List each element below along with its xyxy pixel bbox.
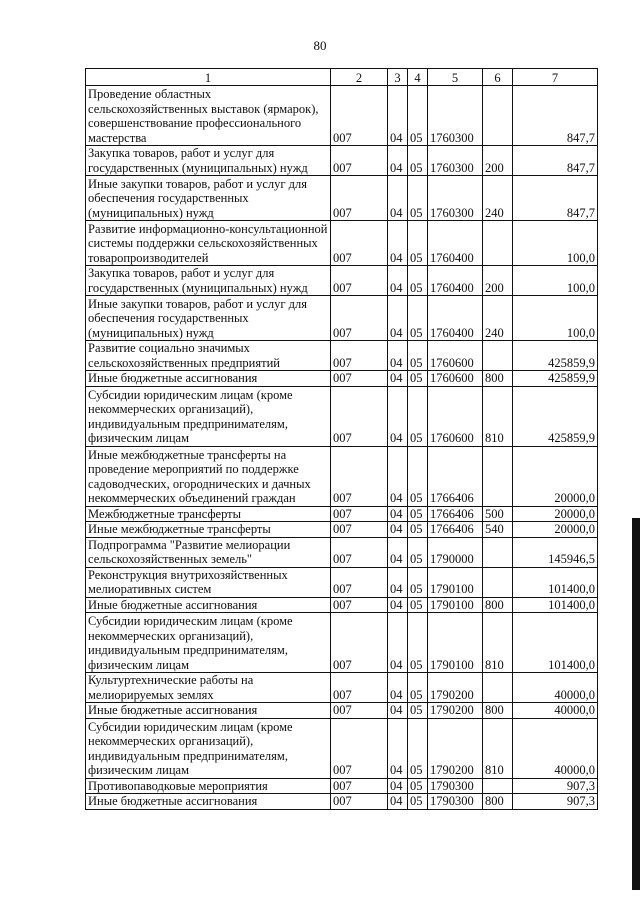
row-name: Подпрограмма "Развитие мелиорации сельскохозяйственных земель"	[86, 537, 331, 567]
page-number: 80	[313, 38, 327, 53]
row-target-code: 1766406	[428, 522, 483, 538]
row-target-code: 1760600	[428, 371, 483, 387]
row-admin-code: 007	[331, 341, 388, 371]
row-section: 04	[388, 778, 408, 794]
row-expense-type	[483, 673, 513, 703]
row-section: 04	[388, 597, 408, 613]
row-section: 04	[388, 537, 408, 567]
row-name: Реконструкция внутрихозяйственных мелиоративных систем	[86, 567, 331, 597]
row-subsection: 05	[408, 613, 428, 673]
row-section: 04	[388, 371, 408, 387]
header-col-3: 3	[388, 69, 408, 86]
row-section: 04	[388, 522, 408, 538]
row-expense-type	[483, 221, 513, 266]
row-subsection: 05	[408, 673, 428, 703]
row-amount: 40000,0	[513, 673, 598, 703]
row-subsection: 05	[408, 341, 428, 371]
row-amount: 425859,9	[513, 371, 598, 387]
row-target-code: 1790100	[428, 597, 483, 613]
row-amount: 20000,0	[513, 506, 598, 522]
table-row	[86, 446, 598, 506]
row-section: 04	[388, 703, 408, 719]
row-target-code: 1760600	[428, 341, 483, 371]
row-admin-code: 007	[331, 506, 388, 522]
row-expense-type	[483, 86, 513, 146]
row-name: Иные бюджетные ассигнования	[86, 371, 331, 387]
row-target-code: 1760300	[428, 176, 483, 221]
row-section: 04	[388, 446, 408, 506]
row-subsection: 05	[408, 221, 428, 266]
row-section: 04	[388, 506, 408, 522]
row-section: 04	[388, 86, 408, 146]
header-col-7: 7	[513, 69, 598, 86]
row-expense-type	[483, 341, 513, 371]
row-target-code: 1760400	[428, 296, 483, 341]
row-expense-type: 810	[483, 613, 513, 673]
table-row	[86, 86, 598, 146]
row-expense-type: 500	[483, 506, 513, 522]
row-admin-code: 007	[331, 176, 388, 221]
row-expense-type: 800	[483, 371, 513, 387]
row-admin-code: 007	[331, 221, 388, 266]
row-target-code: 1760400	[428, 266, 483, 296]
table-row	[86, 176, 598, 221]
table-row	[86, 778, 598, 794]
row-name: Иные бюджетные ассигнования	[86, 794, 331, 810]
row-expense-type: 800	[483, 794, 513, 810]
row-amount: 425859,9	[513, 386, 598, 446]
row-name: Закупка товаров, работ и услуг для государственных (муниципальных) нужд	[86, 266, 331, 296]
row-admin-code: 007	[331, 296, 388, 341]
row-subsection: 05	[408, 597, 428, 613]
row-target-code: 1790300	[428, 794, 483, 810]
row-amount: 40000,0	[513, 718, 598, 778]
row-name: Иные межбюджетные трансферты	[86, 522, 331, 538]
row-admin-code: 007	[331, 673, 388, 703]
row-subsection: 05	[408, 522, 428, 538]
row-target-code: 1790000	[428, 537, 483, 567]
row-admin-code: 007	[331, 778, 388, 794]
table-row	[86, 341, 598, 371]
table-row	[86, 296, 598, 341]
row-name: Иные межбюджетные трансферты на проведение мероприятий по поддержке садоводческих, огороднических и дачных некоммерческих объединений граждан	[86, 446, 331, 506]
row-amount: 101400,0	[513, 567, 598, 597]
row-expense-type: 810	[483, 386, 513, 446]
row-name: Межбюджетные трансферты	[86, 506, 331, 522]
row-name: Иные закупки товаров, работ и услуг для обеспечения государственных (муниципальных) нужд	[86, 296, 331, 341]
row-section: 04	[388, 146, 408, 176]
table-row	[86, 371, 598, 387]
row-amount: 40000,0	[513, 703, 598, 719]
row-section: 04	[388, 176, 408, 221]
row-target-code: 1790300	[428, 778, 483, 794]
row-admin-code: 007	[331, 371, 388, 387]
row-amount: 907,3	[513, 794, 598, 810]
row-admin-code: 007	[331, 567, 388, 597]
table-row	[86, 537, 598, 567]
row-subsection: 05	[408, 703, 428, 719]
table-row	[86, 567, 598, 597]
row-expense-type	[483, 778, 513, 794]
scan-edge-shadow	[632, 518, 640, 890]
row-target-code: 1790100	[428, 567, 483, 597]
row-expense-type: 810	[483, 718, 513, 778]
row-name: Развитие социально значимых сельскохозяйственных предприятий	[86, 341, 331, 371]
row-admin-code: 007	[331, 86, 388, 146]
row-subsection: 05	[408, 537, 428, 567]
row-amount: 100,0	[513, 296, 598, 341]
row-amount: 101400,0	[513, 613, 598, 673]
row-target-code: 1790200	[428, 673, 483, 703]
row-target-code: 1790200	[428, 703, 483, 719]
row-target-code: 1766406	[428, 446, 483, 506]
row-target-code: 1760300	[428, 86, 483, 146]
row-amount: 145946,5	[513, 537, 598, 567]
row-expense-type	[483, 537, 513, 567]
row-amount: 20000,0	[513, 522, 598, 538]
row-subsection: 05	[408, 778, 428, 794]
row-admin-code: 007	[331, 703, 388, 719]
row-subsection: 05	[408, 386, 428, 446]
row-admin-code: 007	[331, 146, 388, 176]
table-row	[86, 673, 598, 703]
row-name: Развитие информационно-консультационной системы поддержки сельскохозяйственных товаропроизводителей	[86, 221, 331, 266]
row-section: 04	[388, 567, 408, 597]
row-name: Проведение областных сельскохозяйственных выставок (ярмарок), совершенствование профессионального мастерства	[86, 86, 331, 146]
table-row	[86, 613, 598, 673]
row-amount: 100,0	[513, 221, 598, 266]
row-name: Субсидии юридическим лицам (кроме некоммерческих организаций), индивидуальным предпринимателям, физическим лицам	[86, 613, 331, 673]
row-section: 04	[388, 613, 408, 673]
row-expense-type	[483, 567, 513, 597]
row-amount: 101400,0	[513, 597, 598, 613]
row-admin-code: 007	[331, 597, 388, 613]
row-section: 04	[388, 673, 408, 703]
row-expense-type: 800	[483, 597, 513, 613]
table-row	[86, 506, 598, 522]
row-admin-code: 007	[331, 266, 388, 296]
row-subsection: 05	[408, 371, 428, 387]
row-admin-code: 007	[331, 794, 388, 810]
table-row	[86, 794, 598, 810]
row-amount: 847,7	[513, 86, 598, 146]
row-expense-type	[483, 446, 513, 506]
table-row	[86, 221, 598, 266]
row-expense-type: 200	[483, 266, 513, 296]
row-admin-code: 007	[331, 718, 388, 778]
row-name: Субсидии юридическим лицам (кроме некоммерческих организаций), индивидуальным предпринимателям, физическим лицам	[86, 718, 331, 778]
row-target-code: 1760300	[428, 146, 483, 176]
row-subsection: 05	[408, 266, 428, 296]
table-row	[86, 522, 598, 538]
row-amount: 847,7	[513, 176, 598, 221]
row-amount: 847,7	[513, 146, 598, 176]
row-expense-type: 540	[483, 522, 513, 538]
row-target-code: 1766406	[428, 506, 483, 522]
row-expense-type: 200	[483, 146, 513, 176]
row-expense-type: 800	[483, 703, 513, 719]
row-section: 04	[388, 341, 408, 371]
row-amount: 100,0	[513, 266, 598, 296]
row-subsection: 05	[408, 146, 428, 176]
row-target-code: 1790100	[428, 613, 483, 673]
row-section: 04	[388, 718, 408, 778]
row-section: 04	[388, 296, 408, 341]
row-target-code: 1760600	[428, 386, 483, 446]
row-subsection: 05	[408, 446, 428, 506]
header-col-6: 6	[483, 69, 513, 86]
row-subsection: 05	[408, 296, 428, 341]
row-target-code: 1790200	[428, 718, 483, 778]
row-name: Противопаводковые мероприятия	[86, 778, 331, 794]
row-section: 04	[388, 794, 408, 810]
header-row	[86, 69, 598, 86]
row-subsection: 05	[408, 506, 428, 522]
header-col-5: 5	[428, 69, 483, 86]
row-subsection: 05	[408, 567, 428, 597]
row-name: Иные бюджетные ассигнования	[86, 597, 331, 613]
row-target-code: 1760400	[428, 221, 483, 266]
row-admin-code: 007	[331, 522, 388, 538]
row-admin-code: 007	[331, 446, 388, 506]
row-subsection: 05	[408, 86, 428, 146]
header-col-1: 1	[86, 69, 331, 86]
row-name: Субсидии юридическим лицам (кроме некоммерческих организаций), индивидуальным предпринимателям, физическим лицам	[86, 386, 331, 446]
row-section: 04	[388, 221, 408, 266]
row-section: 04	[388, 266, 408, 296]
row-name: Иные бюджетные ассигнования	[86, 703, 331, 719]
row-admin-code: 007	[331, 537, 388, 567]
row-section: 04	[388, 386, 408, 446]
row-name: Иные закупки товаров, работ и услуг для обеспечения государственных (муниципальных) нужд	[86, 176, 331, 221]
row-admin-code: 007	[331, 386, 388, 446]
table-row	[86, 146, 598, 176]
row-subsection: 05	[408, 176, 428, 221]
table-row	[86, 266, 598, 296]
table-row	[86, 718, 598, 778]
header-col-4: 4	[408, 69, 428, 86]
row-subsection: 05	[408, 794, 428, 810]
header-col-2: 2	[331, 69, 388, 86]
row-name: Закупка товаров, работ и услуг для государственных (муниципальных) нужд	[86, 146, 331, 176]
row-amount: 20000,0	[513, 446, 598, 506]
row-amount: 907,3	[513, 778, 598, 794]
table-row	[86, 703, 598, 719]
table-row	[86, 597, 598, 613]
table-body	[86, 86, 598, 810]
row-subsection: 05	[408, 718, 428, 778]
row-admin-code: 007	[331, 613, 388, 673]
table-row	[86, 386, 598, 446]
row-name: Культуртехнические работы на мелиорируемых землях	[86, 673, 331, 703]
row-amount: 425859,9	[513, 341, 598, 371]
row-expense-type: 240	[483, 296, 513, 341]
budget-table	[85, 68, 598, 810]
row-expense-type: 240	[483, 176, 513, 221]
